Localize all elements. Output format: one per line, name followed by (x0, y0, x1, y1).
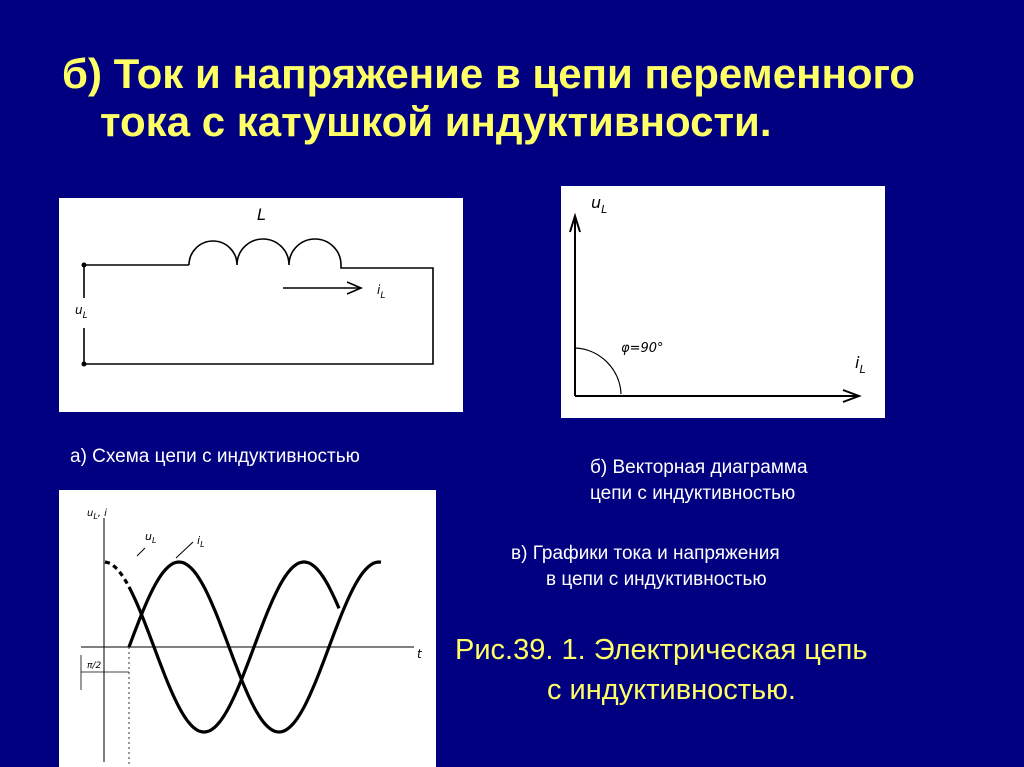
circuit-wire-loop (84, 265, 433, 364)
graph-u-label: $u_L$ (145, 530, 157, 545)
inductor-label: L (257, 205, 266, 224)
u-label-pointer (137, 548, 145, 556)
terminal-bottom (82, 362, 87, 367)
slide-title-line1: б) Ток и напряжение в цепи переменного (62, 50, 916, 97)
caption-circuit: а) Схема цепи с индуктивностью (70, 446, 360, 467)
vector-svg (561, 186, 885, 418)
graph-t-label: t (417, 647, 422, 661)
i-vector-label: $i_L$ (855, 353, 866, 376)
figure-caption-line1: Рис.39. 1. Электрическая цепь (455, 634, 868, 666)
i-label-pointer (176, 542, 193, 558)
phase-angle-label: φ=90° (621, 341, 664, 356)
slide-title-line2: тока с катушкой индуктивности. (100, 98, 772, 145)
caption-vector-line2: цепи с индуктивностью (590, 483, 796, 504)
voltage-label: $u_L$ (75, 303, 88, 321)
phase-shift-label: π/2 (87, 661, 102, 671)
waveform-graph (59, 490, 436, 767)
waveform-svg (59, 490, 436, 767)
circuit-diagram (59, 198, 463, 412)
caption-vector-line1: б) Векторная диаграмма (590, 457, 808, 478)
terminal-top (82, 263, 87, 268)
graph-axis-label: $u_L$, i (87, 508, 107, 521)
caption-graph-line2: в цепи с индуктивностью (546, 569, 767, 590)
vector-diagram (561, 186, 885, 418)
u-vector-label: $u_L$ (591, 193, 608, 216)
graph-i-label: $i_L$ (197, 534, 205, 549)
voltage-curve-start (105, 562, 129, 587)
figure-caption-line2: с индуктивностью. (547, 674, 796, 706)
inductor-coil (189, 239, 341, 265)
circuit-svg (59, 198, 463, 412)
phase-angle-arc (575, 348, 621, 394)
caption-graph-line1: в) Графики тока и напряжения (511, 543, 780, 564)
current-label: $i_L$ (377, 283, 386, 301)
